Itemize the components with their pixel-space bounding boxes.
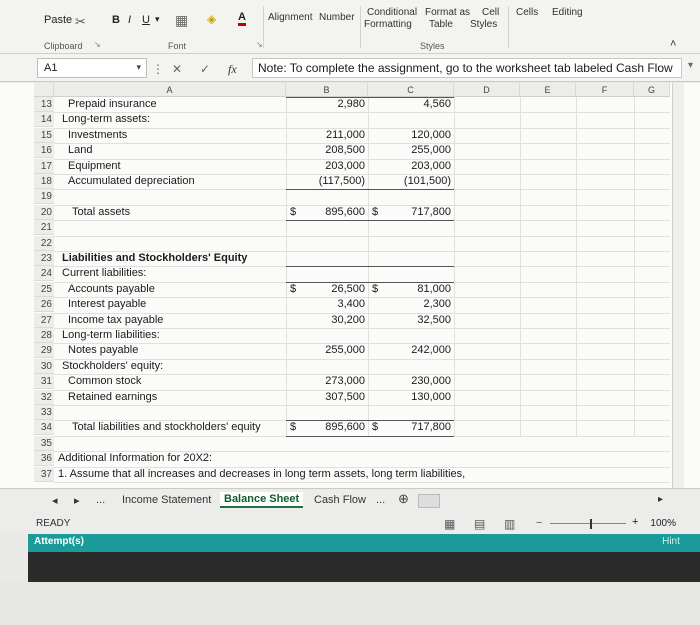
- add-sheet-icon[interactable]: ⊕: [398, 491, 409, 506]
- column-header-e[interactable]: E: [520, 83, 576, 97]
- cell-value-c[interactable]: 242,000: [411, 344, 451, 357]
- cell-value-b[interactable]: 203,000: [325, 159, 365, 172]
- cell-value-b[interactable]: 2,980: [337, 98, 365, 110]
- ribbon-separator: [360, 6, 361, 48]
- cell-value-b[interactable]: 30,200: [331, 313, 365, 326]
- zoom-in-icon[interactable]: +: [632, 516, 639, 528]
- page-break-icon[interactable]: ▥: [504, 517, 516, 531]
- row-header[interactable]: 22: [34, 236, 54, 251]
- row-header[interactable]: 25: [34, 282, 54, 297]
- cell-value-c[interactable]: 120,000: [411, 128, 451, 141]
- grid-line: [54, 405, 670, 406]
- cell-value-b[interactable]: 307,500: [325, 390, 365, 403]
- tab-cash-flow[interactable]: Cash Flow: [314, 494, 366, 506]
- cell-value-b[interactable]: (117,500): [318, 175, 365, 187]
- cell-value-c[interactable]: 717,800: [411, 205, 451, 218]
- cell-value-b[interactable]: 211,000: [326, 128, 365, 141]
- cell-styles-line1[interactable]: Cell: [482, 7, 500, 18]
- currency-symbol: $: [290, 282, 297, 295]
- currency-symbol: $: [372, 205, 379, 218]
- alignment-button[interactable]: Alignment: [268, 12, 313, 23]
- row-header[interactable]: 37: [34, 467, 54, 482]
- status-mode: READY: [36, 518, 71, 529]
- row-header[interactable]: 30: [34, 359, 54, 374]
- cell-label[interactable]: Long-term liabilities:: [62, 329, 160, 341]
- cell-label[interactable]: Total assets: [72, 205, 131, 218]
- cell-label[interactable]: Accounts payable: [68, 282, 155, 295]
- row-header[interactable]: 34: [34, 420, 54, 435]
- attempts-label: Attempt(s): [34, 536, 84, 547]
- status-bar: [0, 514, 700, 534]
- expand-formula-icon[interactable]: ▾: [688, 60, 694, 71]
- zoom-slider-thumb[interactable]: [590, 519, 592, 529]
- column-header-f[interactable]: F: [576, 83, 634, 97]
- cancel-icon[interactable]: ✕: [172, 62, 183, 76]
- row-header[interactable]: 29: [34, 343, 54, 358]
- cell-value-c[interactable]: 717,800: [411, 421, 451, 434]
- tab-scroll-right-icon[interactable]: ▸: [74, 495, 80, 507]
- enter-icon[interactable]: ✓: [200, 62, 211, 76]
- cell-label[interactable]: Interest payable: [68, 298, 147, 311]
- cells-button[interactable]: Cells: [516, 7, 539, 18]
- cell-label[interactable]: Land: [68, 144, 93, 157]
- row-header[interactable]: 18: [34, 174, 54, 189]
- row-header[interactable]: 21: [34, 220, 54, 235]
- cell-value-c[interactable]: 230,000: [411, 375, 451, 388]
- cell-border: [286, 266, 454, 267]
- cell-border: [286, 189, 454, 190]
- row-header[interactable]: 13: [34, 97, 54, 112]
- cell-label[interactable]: Equipment: [68, 159, 121, 172]
- worksheet-grid[interactable]: [0, 83, 700, 488]
- attempt-bar: [28, 534, 700, 552]
- cell-border: [286, 420, 454, 421]
- tab-balance-sheet[interactable]: Balance Sheet: [220, 492, 303, 508]
- bold-button[interactable]: B: [112, 14, 120, 26]
- cell-styles-line2[interactable]: Styles: [470, 19, 498, 30]
- row-header[interactable]: 15: [34, 128, 54, 143]
- fill-color-icon[interactable]: ◈: [207, 12, 217, 26]
- row-header[interactable]: 28: [34, 328, 54, 343]
- tab-more[interactable]: ...: [376, 494, 386, 506]
- cell-value-b[interactable]: 273,000: [325, 375, 365, 388]
- collapse-ribbon-icon[interactable]: ˄: [670, 38, 677, 50]
- underline-button[interactable]: U: [142, 14, 150, 26]
- group-label-font: Font: [168, 41, 187, 51]
- row-header[interactable]: 35: [34, 436, 54, 451]
- cell-label[interactable]: Investments: [68, 128, 128, 141]
- clipboard-launcher-icon[interactable]: ↘: [94, 40, 101, 49]
- ribbon-separator: [508, 6, 509, 48]
- row-header[interactable]: 24: [34, 266, 54, 281]
- cell-value-c[interactable]: 4,560: [423, 98, 451, 110]
- normal-view-icon[interactable]: ▦: [444, 517, 456, 531]
- cell-value-c[interactable]: 2,300: [423, 298, 451, 311]
- ribbon: [0, 0, 700, 54]
- cell-value-c[interactable]: 255,000: [411, 144, 451, 157]
- row-header[interactable]: 23: [34, 251, 54, 266]
- cell-label[interactable]: Long-term assets:: [62, 113, 151, 126]
- cell-value-c[interactable]: 81,000: [417, 282, 451, 295]
- footer-bar: [28, 552, 700, 582]
- cell-value-c[interactable]: 203,000: [411, 159, 451, 172]
- editing-button[interactable]: Editing: [552, 7, 583, 18]
- row-header[interactable]: 14: [34, 112, 54, 127]
- page-layout-icon[interactable]: ▤: [474, 517, 486, 531]
- paste-button[interactable]: Paste: [44, 14, 73, 26]
- currency-symbol: $: [372, 421, 379, 434]
- cell-label[interactable]: Stockholders' equity:: [62, 359, 164, 372]
- zoom-slider-track[interactable]: [550, 523, 626, 524]
- cell-label[interactable]: Current liabilities:: [62, 267, 147, 280]
- row-header[interactable]: 33: [34, 405, 54, 420]
- font-color-button[interactable]: A: [238, 11, 246, 26]
- cell-label[interactable]: Income tax payable: [68, 313, 164, 326]
- cell-value-c[interactable]: 32,500: [417, 313, 451, 326]
- cell-label[interactable]: Accumulated depreciation: [68, 175, 195, 187]
- name-box[interactable]: [37, 58, 147, 78]
- cell-value-b[interactable]: 208,500: [325, 144, 365, 157]
- cell-label[interactable]: 1. Assume that all increases and decreases in long term assets, long term liabilities,: [58, 467, 466, 480]
- row-header[interactable]: 20: [34, 205, 54, 220]
- vertical-scrollbar[interactable]: [672, 83, 684, 488]
- italic-button[interactable]: I: [128, 14, 132, 26]
- row-header[interactable]: 17: [34, 159, 54, 174]
- conditional-formatting-line1[interactable]: Conditional: [367, 7, 418, 18]
- horizontal-scrollbar[interactable]: [418, 494, 440, 508]
- ribbon-separator: [263, 6, 264, 48]
- cell-border: [286, 282, 454, 283]
- cell-value-b[interactable]: 895,600: [325, 205, 365, 218]
- currency-symbol: $: [372, 282, 379, 295]
- tab-ellipsis[interactable]: ...: [96, 494, 106, 506]
- cell-border: [286, 436, 454, 437]
- row-header[interactable]: 26: [34, 297, 54, 312]
- chevron-down-icon[interactable]: ▾: [136, 62, 141, 72]
- column-header-g[interactable]: G: [634, 83, 670, 97]
- cell-label[interactable]: Additional Information for 20X2:: [58, 452, 213, 465]
- group-label-clipboard: Clipboard: [44, 41, 83, 51]
- formula-input[interactable]: Note: To complete the assignment, go to the worksheet tab labeled Cash Flow: [252, 58, 682, 78]
- row-header[interactable]: 36: [34, 451, 54, 466]
- row-header[interactable]: 27: [34, 313, 54, 328]
- cell-value-c[interactable]: (101,500): [403, 175, 451, 187]
- formula-bar: [0, 54, 700, 82]
- cell-value-c[interactable]: 130,000: [411, 390, 451, 403]
- grid-line: [54, 482, 670, 483]
- insert-function-icon[interactable]: fx: [228, 62, 237, 76]
- conditional-formatting-line2[interactable]: Formatting: [364, 19, 412, 30]
- font-launcher-icon[interactable]: ↘: [256, 40, 263, 49]
- format-as-table-line2[interactable]: Table: [429, 19, 453, 30]
- column-header-a[interactable]: A: [54, 83, 286, 97]
- page-background: [0, 582, 700, 625]
- format-as-table-line1[interactable]: Format as: [425, 7, 471, 18]
- name-box-value: A1: [44, 62, 58, 74]
- cell-label[interactable]: Liabilities and Stockholders' Equity: [62, 252, 248, 264]
- zoom-level[interactable]: 100%: [650, 518, 676, 529]
- cell-value-b[interactable]: 895,600: [325, 421, 365, 434]
- currency-symbol: $: [290, 205, 297, 218]
- row-header[interactable]: 16: [34, 143, 54, 158]
- format-painter-icon[interactable]: ✂: [75, 14, 86, 29]
- sheet-tabs-bar: [0, 488, 700, 514]
- currency-symbol: $: [290, 421, 297, 434]
- cell-value-b[interactable]: 255,000: [325, 344, 365, 357]
- column-header-c[interactable]: C: [368, 83, 454, 97]
- cell-label[interactable]: Total liabilities and stockholders' equity: [72, 421, 261, 434]
- cell-border: [286, 220, 454, 221]
- cell-value-b[interactable]: 3,400: [337, 298, 365, 311]
- tab-scroll-left-icon[interactable]: ◂: [52, 495, 58, 507]
- zoom-out-icon[interactable]: −: [536, 517, 543, 529]
- cell-label[interactable]: Retained earnings: [68, 390, 158, 403]
- cell-border: [286, 97, 454, 98]
- scroll-right-icon[interactable]: ▸: [658, 494, 664, 505]
- row-header[interactable]: 31: [34, 374, 54, 389]
- more-options-icon[interactable]: ⋮: [152, 62, 164, 76]
- cell-value-b[interactable]: 26,500: [331, 282, 365, 295]
- column-header-d[interactable]: D: [454, 83, 520, 97]
- row-header[interactable]: 32: [34, 390, 54, 405]
- group-label-styles: Styles: [420, 41, 445, 51]
- row-header[interactable]: 19: [34, 189, 54, 204]
- borders-icon[interactable]: ▦: [175, 12, 189, 28]
- underline-dropdown-icon[interactable]: ▾: [155, 14, 160, 24]
- hint-button[interactable]: Hint: [662, 536, 680, 547]
- grid-line: [54, 236, 670, 237]
- cell-label[interactable]: Notes payable: [68, 344, 139, 357]
- number-button[interactable]: Number: [319, 12, 355, 23]
- cell-label[interactable]: Common stock: [68, 375, 142, 388]
- select-all-corner[interactable]: [34, 83, 54, 97]
- column-header-b[interactable]: B: [286, 83, 368, 97]
- cell-label[interactable]: Prepaid insurance: [68, 98, 157, 110]
- tab-income-statement[interactable]: Income Statement: [122, 494, 212, 506]
